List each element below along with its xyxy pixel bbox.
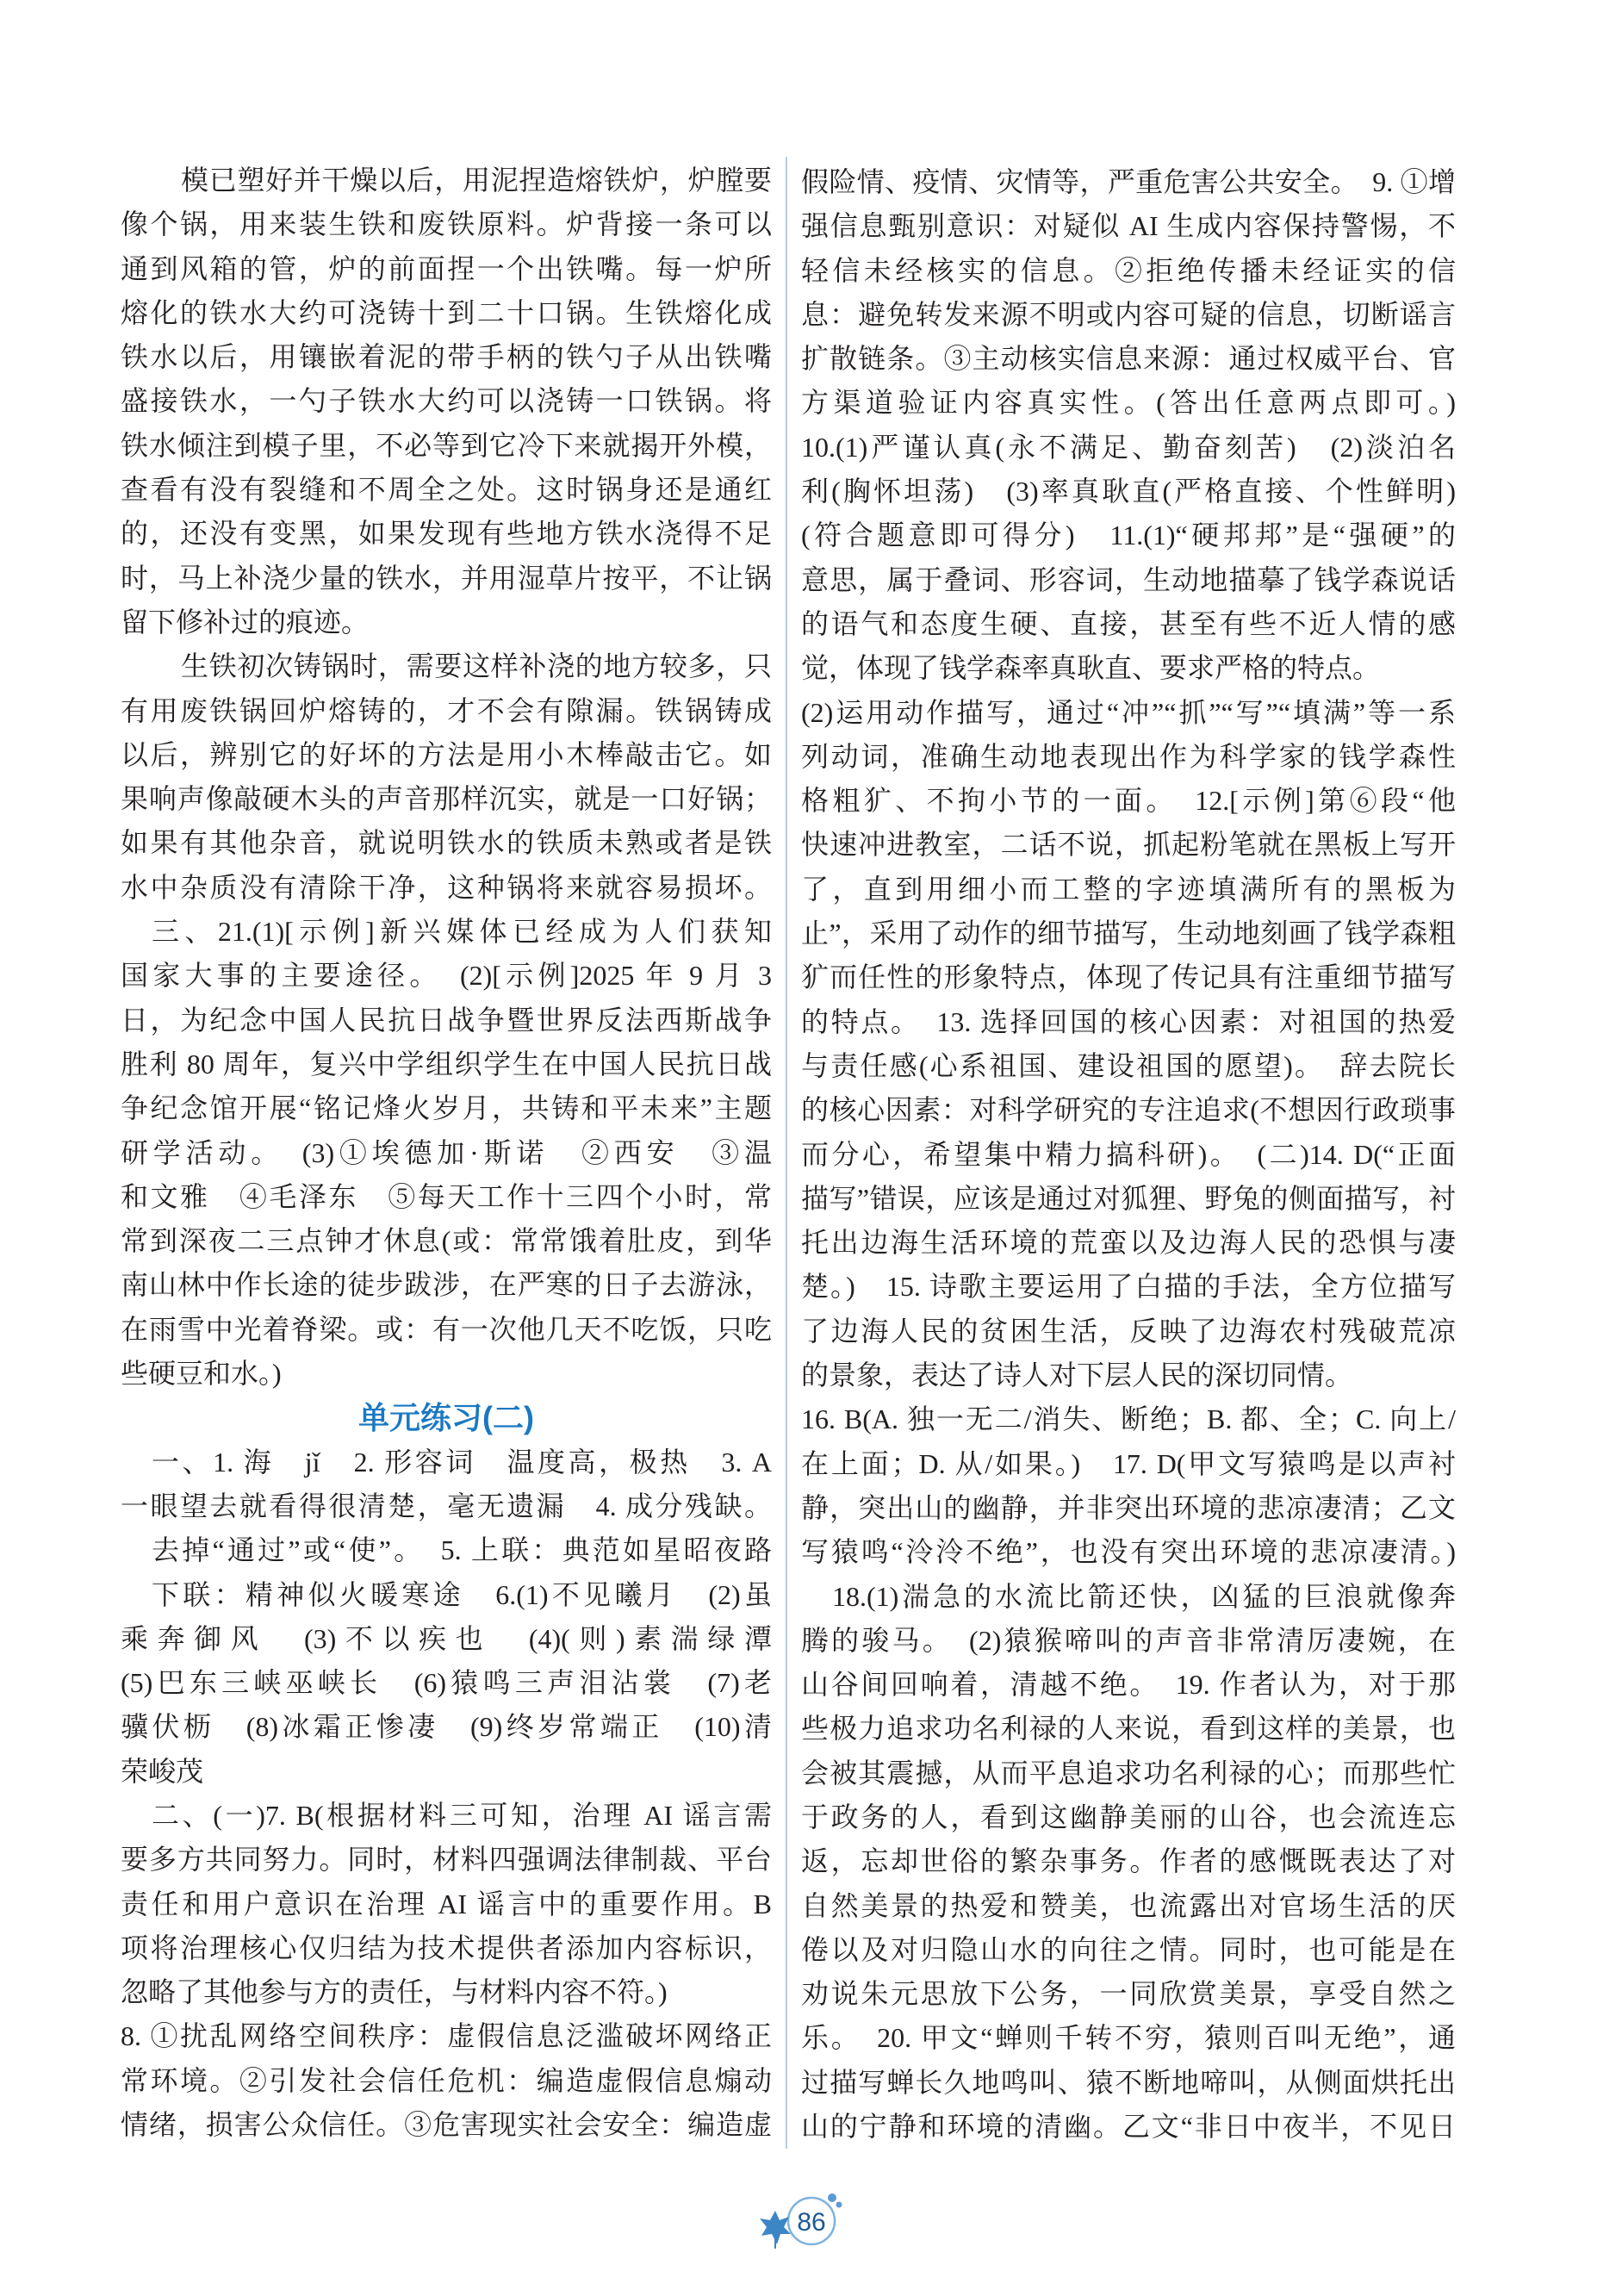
passage-paragraph-2	[121, 644, 772, 910]
text-line: 常到深夜二三点钟才休息(或：常常饿着肚皮，到华	[121, 1225, 772, 1257]
text-line: 生铁初次铸锅时，需要这样补浇的地方较多，只	[181, 650, 772, 682]
answers-10-11	[801, 426, 1456, 691]
page-number-badge	[749, 2185, 870, 2257]
text-line: 了，直到用细小而工整的字迹填满所有的黑板为	[801, 873, 1456, 905]
text-line: 在上面；D. 从/如果。) 17. D(甲文写猿鸣是以声衬	[801, 1447, 1456, 1479]
text-line: 南山林中作长途的徒步跋涉，在严寒的日子去游泳，	[121, 1269, 772, 1301]
text-line: 犷而任性的形象特点，体现了传记具有注重细节描写	[801, 961, 1456, 993]
text-line: 假险情、疫情、灾情等，严重危害公共安全。 9. ①增	[801, 166, 1456, 197]
text-line: 情绪，损害公众信任。③危害现实社会安全：编造虚	[121, 2109, 772, 2141]
right-column	[801, 160, 1456, 2149]
answer-8	[121, 2014, 772, 2147]
text-line: 的景象，表达了诗人对下层人民的深切同情。	[801, 1360, 1353, 1391]
text-line: 的特点。 13. 选择回国的核心因素：对祖国的热爱	[801, 1005, 1456, 1037]
answers-18-to-20	[801, 1575, 1456, 2150]
text-line: 的，还没有变黑，如果发现有些地方铁水浇得不足	[121, 518, 772, 550]
text-line: 水中杂质没有清除干净，这种锅将来就容易损坏。	[121, 871, 772, 903]
text-line: 息：避免转发来源不明或内容可疑的信息，切断谣言	[801, 298, 1456, 330]
text-line: (符合题意即可得分) 11.(1)“硬邦邦”是“强硬”的	[801, 520, 1456, 551]
text-line: 骥伏枥 (8)冰霜正惨凄 (9)终岁常端正 (10)清	[121, 1711, 772, 1743]
text-line: 乐。 20. 甲文“蝉则千转不穷，猿则百叫无绝”，通	[801, 2022, 1456, 2054]
text-line: 有用废铁锅回炉熔铸的，才不会有隙漏。铁锅铸成	[121, 694, 772, 726]
text-line: 16. B(A. 独一无二/消失、断绝；B. 都、全；C. 向上/	[801, 1403, 1456, 1435]
answers-8-9-continued	[801, 160, 1456, 426]
text-line: 静，突出山的幽静，并非突出环境的悲凉凄清；乙文	[801, 1491, 1456, 1523]
text-line: 时，马上补浇少量的铁水，并用湿草片按平，不让锅	[121, 562, 772, 594]
text-line: 模已塑好并干燥以后，用泥捏造熔铁炉，炉膛要	[181, 165, 772, 196]
text-line: 山谷间回响着，清越不绝。 19. 作者认为，对于那	[801, 1669, 1456, 1701]
text-line: 山的宁静和环境的清幽。乙文“非日中夜半，不见日	[801, 2111, 1456, 2143]
text-line: 18.(1)湍急的水流比箭还快，凶猛的巨浪就像奔	[832, 1580, 1456, 1612]
text-line: 铁水倾注到模子里，不必等到它冷下来就揭开外模，	[121, 429, 772, 461]
text-line: 常环境。②引发社会信任危机：编造虚假信息煽动	[121, 2064, 772, 2096]
text-line: 些极力追求功名利禄的人来说，看到这样的美景，也	[801, 1713, 1456, 1745]
text-line: 描写”错误，应该是通过对狐狸、野兔的侧面描写，衬	[801, 1182, 1456, 1214]
text-line: 和文雅 ④毛泽东 ⑤每天工作十三四个小时，常	[121, 1180, 772, 1212]
text-line: 日，为纪念中国人民抗日战争暨世界反法西斯战争	[121, 1004, 772, 1036]
text-line: 利(胸怀坦荡) (3)率真耿直(严格直接、个性鲜明)	[801, 476, 1456, 507]
text-line: (5)巴东三峡巫峡长 (6)猿鸣三声泪沾裳 (7)老	[121, 1667, 772, 1699]
text-line: 研学活动。 (3)①埃德加·斯诺 ②西安 ③温	[121, 1136, 772, 1168]
text-line: 忽略了其他参与方的责任，与材料内容不符。)	[121, 1976, 668, 2008]
text-line: 一眼望去就看得很清楚，毫无遗漏 4. 成分残缺。	[121, 1490, 772, 1521]
page-number: 86	[797, 2208, 826, 2237]
text-line: 意思，属于叠词、形容词，生动地描摹了钱学森说话	[801, 563, 1456, 595]
text-line: 觉，体现了钱学森率真耿直、要求严格的特点。	[801, 652, 1381, 684]
text-line: 10.(1)严谨认真(永不满足、勤奋刻苦) (2)淡泊名	[801, 431, 1456, 463]
text-line: 像个锅，用来装生铁和废铁原料。炉背接一条可以	[121, 208, 772, 240]
text-line: 些硬豆和水。)	[121, 1358, 282, 1390]
text-line: 荣峻茂	[121, 1755, 204, 1787]
text-line: 熔化的铁水大约可浇铸十到二十口锅。生铁熔化成	[121, 296, 772, 328]
text-line: 与责任感(心系祖国、建设祖国的愿望)。 辞去院长	[801, 1049, 1456, 1081]
text-line: 列动词，准确生动地表现出作为科学家的钱学森性	[801, 740, 1456, 772]
text-line: 轻信未经核实的信息。②拒绝传播未经证实的信	[801, 254, 1456, 286]
text-line: 通到风箱的管，炉的前面捏一个出铁嘴。每一炉所	[121, 252, 772, 284]
text-line: (2)运用动作描写，通过“冲”“抓”“写”“填满”等一系	[801, 696, 1456, 728]
text-line: 扩散链条。③主动核实信息来源：通过权威平台、官	[801, 343, 1456, 375]
text-line: 强信息甄别意识：对疑似 AI 生成内容保持警惕，不	[801, 210, 1456, 242]
text-line: 了边海人民的贫困生活，反映了边海农村残破荒凉	[801, 1315, 1456, 1347]
text-line: 8. ①扰乱网络空间秩序：虚假信息泛滥破坏网络正	[121, 2020, 772, 2052]
text-line: 争纪念馆开展“铭记烽火岁月，共铸和平未来”主题	[121, 1092, 772, 1124]
text-line: 过描写蝉长久地鸣叫、猿不断地啼叫，从侧面烘托出	[801, 2066, 1456, 2098]
text-line: 方渠道验证内容真实性。(答出任意两点即可。)	[801, 387, 1456, 419]
text-line: 的核心因素：对科学研究的专注追求(不想因行政琐事	[801, 1094, 1456, 1126]
text-line: 乘奔御风 (3)不以疾也 (4)(则)素湍绿潭	[121, 1622, 772, 1654]
text-line: 自然美景的热爱和赞美，也流露出对官场生活的厌	[801, 1889, 1456, 1921]
text-line: 查看有没有裂缝和不周全之处。这时锅身还是通红	[121, 474, 772, 506]
text-line: 要多方共同努力。同时，材料四强调法律制裁、平台	[121, 1844, 772, 1876]
answers-1-to-6	[121, 1440, 772, 1794]
text-line: 在雨雪中光着脊梁。或：有一次他几天不吃饭，只吃	[121, 1313, 772, 1345]
text-line: 下联：精神似火暖寒途 6.(1)不见曦月 (2)虽	[152, 1578, 772, 1610]
text-line: 胜利 80 周年，复兴中学组织学生在中国人民抗日战	[121, 1048, 772, 1080]
text-line: 果响声像敲硬木头的声音那样沉实，就是一口好锅；	[121, 783, 772, 815]
text-line: 如果有其他杂音，就说明铁水的铁质未熟或者是铁	[121, 827, 772, 859]
text-line: 会被其震撼，从而平息追求功名利禄的心；而那些忙	[801, 1757, 1456, 1789]
answer-21	[121, 910, 772, 1396]
text-line: 二、(一)7. B(根据材料三可知，治理 AI 谣言需	[152, 1799, 772, 1831]
answers-11-to-15	[801, 691, 1456, 1398]
text-line: 腾的骏马。 (2)猿猴啼叫的声音非常清厉凄婉，在	[801, 1624, 1456, 1656]
text-line: 写猿鸣“泠泠不绝”，也没有突出环境的悲凉凄清。)	[801, 1536, 1456, 1568]
text-line: 倦以及对归隐山水的向往之情。同时，也可能是在	[801, 1933, 1456, 1965]
text-line: 盛接铁水，一勺子铁水大约可以浇铸一口铁锅。将	[121, 385, 772, 417]
text-line: 快速冲进教室，二话不说，抓起粉笔就在黑板上写开	[801, 829, 1456, 861]
text-line: 留下修补过的痕迹。	[121, 606, 370, 638]
text-line: 项将治理核心仅归结为技术提供者添加内容标识，	[121, 1932, 772, 1963]
left-column	[121, 159, 772, 2147]
text-line: 责任和用户意识在治理 AI 谣言中的重要作用。B	[121, 1888, 772, 1920]
text-line: 铁水以后，用镶嵌着泥的带手柄的铁勺子从出铁嘴	[121, 341, 772, 373]
text-line: 一、1. 海 jǐ 2. 形容词 温度高，极热 3. A	[152, 1446, 772, 1478]
maple-leaf-icon	[760, 2211, 791, 2249]
unit-heading: 单元练习(二)	[358, 1400, 534, 1436]
answers-16-17	[801, 1397, 1456, 1574]
text-line: 以后，辨别它的好坏的方法是用小木棒敲击它。如	[121, 738, 772, 770]
text-line: 楚。) 15. 诗歌主要运用了白描的手法，全方位描写	[801, 1271, 1456, 1303]
text-line: 去掉“通过”或“使”。 5. 上联：典范如星昭夜路	[152, 1534, 772, 1566]
text-line: 止”，采用了动作的细节描写，生动地刻画了钱学森粗	[801, 918, 1456, 949]
text-line: 国家大事的主要途径。 (2)[示例]2025 年 9 月 3	[121, 960, 772, 992]
text-line: 三、21.(1)[示例]新兴媒体已经成为人们获知	[152, 916, 772, 948]
text-line: 的语气和态度生硬、直接，甚至有些不近人情的感	[801, 607, 1456, 639]
text-line: 格粗犷、不拘小节的一面。 12.[示例]第⑥段“他	[801, 785, 1456, 817]
text-line: 托出边海生活环境的荒蛮以及边海人民的恐惧与凄	[801, 1227, 1456, 1259]
column-divider	[786, 157, 787, 2149]
passage-paragraph-1	[121, 159, 772, 644]
text-line: 于政务的人，看到这幽静美丽的山谷，也会流连忘	[801, 1801, 1456, 1832]
answer-7	[121, 1794, 772, 2014]
text-line: 返，忘却世俗的繁杂事务。作者的感慨既表达了对	[801, 1845, 1456, 1877]
text-line: 劝说朱元思放下公务，一同欣赏美景，享受自然之	[801, 1978, 1456, 2010]
text-line: 而分心，希望集中精力搞科研)。 (二)14. D(“正面	[801, 1138, 1456, 1170]
